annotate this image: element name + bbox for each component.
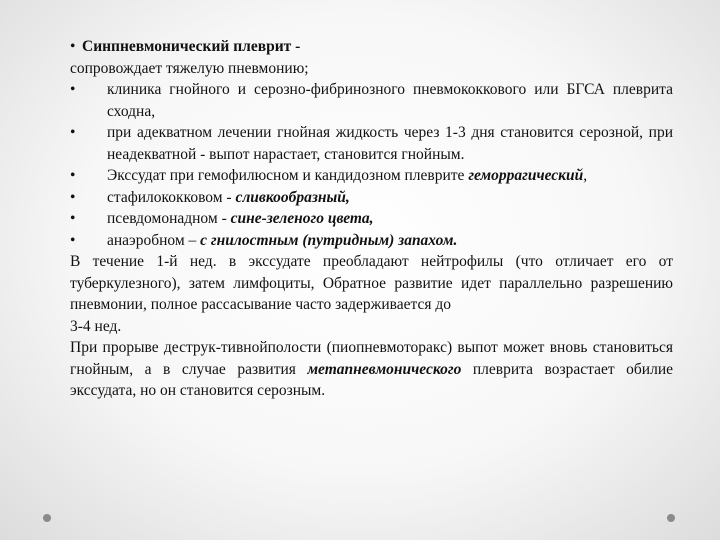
decorative-dot-left (43, 514, 51, 522)
bullet-icon: • (70, 38, 76, 55)
bullet-item-3 (70, 165, 673, 187)
paragraph-1-end: 3-4 нед. (70, 317, 122, 335)
bullet-item-4-text: стафилококковом - (107, 188, 236, 206)
intro-line: сопровождает тяжелую пневмонию; (70, 59, 309, 77)
bullet-item-5 (70, 208, 673, 230)
bullet-icon: • (70, 231, 76, 249)
bullet-item-4 (70, 187, 673, 209)
bullet-item-2-text: при адекватном лечении гнойная жидкость через 1-3 дня становится серозной, при неадекватной - выпот нарастает, становится гнойным. (107, 124, 673, 163)
paragraph-2-tail: плеврита возрастает обилие экссудата, но он становится серозным. (70, 360, 673, 399)
bullet-item-2 (70, 122, 673, 165)
slide-content (70, 36, 673, 402)
paragraph-1: В течение 1-й нед. в экссудате преобладают нейтрофилы (что отличает его от туберкулезного), затем лимфоциты, Обратное развитие идет параллельно разрешению пневмонии, полное рассасывание часто задерживается до (70, 253, 673, 313)
bullet-item-4-emphasis: сливкообразный, (235, 188, 350, 206)
bullet-icon: • (70, 210, 76, 227)
bullet-icon: • (70, 81, 76, 98)
title-line (70, 36, 673, 58)
paragraph-2 (70, 337, 673, 402)
bullet-icon: • (70, 188, 76, 206)
bullet-icon: • (70, 124, 76, 141)
paragraph-2-text: При прорыве деструк-тивнойполости (пиопневмоторакс) выпот может вновь становиться гнойным, а в случае развития (70, 339, 673, 378)
bullet-item-3-text: Экссудат при гемофилюсном и кандидозном плеврите (107, 167, 469, 184)
bullet-item-3-tail: , (583, 167, 588, 184)
decorative-dot-right (667, 514, 675, 522)
paragraph-2-emphasis: метапневмонического (307, 360, 462, 378)
title-text: Синпневмонический плеврит - (82, 38, 301, 55)
bullet-item-6-text: анаэробном – (107, 231, 201, 249)
bullet-item-5-text: псевдомонадном - (107, 210, 231, 227)
bullet-item-1 (70, 79, 673, 122)
bullet-item-5-emphasis: сине-зеленого цвета, (230, 210, 374, 227)
bullet-item-1-text: клиника гнойного и серозно-фибринозного пневмококкового или БГСА плеврита сходна, (107, 81, 673, 120)
bullet-item-3-emphasis: геморрагический (468, 167, 584, 184)
bullet-item-6 (70, 230, 673, 252)
bullet-item-6-emphasis: с гнилостным (путридным) запахом. (200, 231, 458, 249)
bullet-icon: • (70, 167, 76, 184)
